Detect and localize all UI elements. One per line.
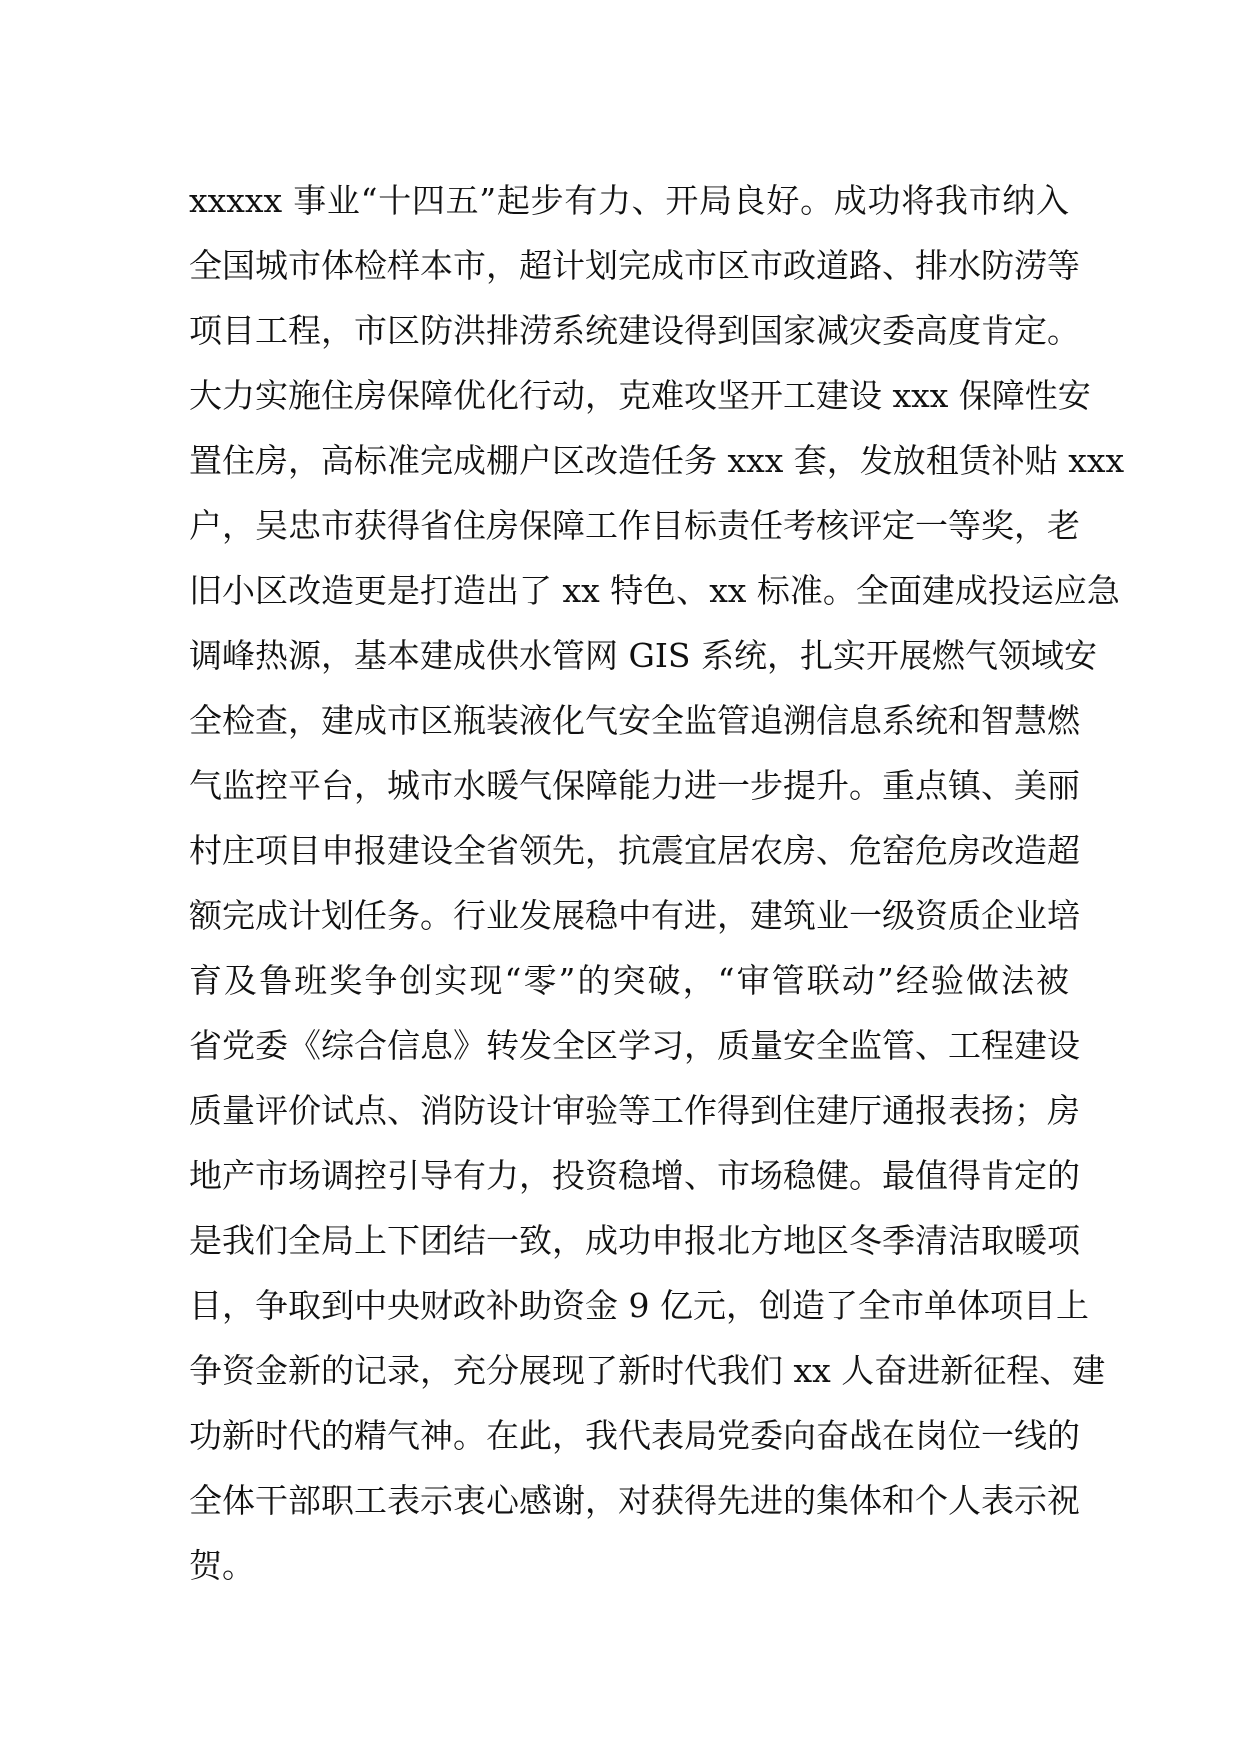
text-line: 争资金新的记录，充分展现了新时代我们 xx 人奋进新征程、建 [189,1351,1106,1390]
text-line: 气监控平台，城市水暖气保障能力进一步提升。重点镇、美丽 [189,766,1080,805]
text-line: 大力实施住房保障优化行动，克难攻坚开工建设 xxx 保障性安 [189,376,1091,415]
text-line: 目，争取到中央财政补助资金 9 亿元，创造了全市单体项目上 [189,1286,1089,1325]
text-line: 是我们全局上下团结一致，成功申报北方地区冬季清洁取暖项 [189,1221,1080,1260]
text-line: 额完成计划任务。行业发展稳中有进，建筑业一级资质企业培 [189,896,1080,935]
text-line: 全体干部职工表示衷心感谢，对获得先进的集体和个人表示祝 [189,1481,1080,1520]
text-line: 全检查，建成市区瓶装液化气安全监管追溯信息系统和智慧燃 [189,701,1080,740]
text-line: 育及鲁班奖争创实现“零”的突破，“审管联动”经验做法被 [189,961,1069,1000]
text-line: 贺。 [189,1546,255,1585]
text-line: 旧小区改造更是打造出了 xx 特色、xx 标准。全面建成投运应急 [189,571,1120,610]
text-line: xxxxx 事业“十四五”起步有力、开局良好。成功将我市纳入 [189,181,1069,220]
text-line: 项目工程，市区防洪排涝系统建设得到国家减灾委高度肯定。 [189,311,1080,350]
text-line: 地产市场调控引导有力，投资稳增、市场稳健。最值得肯定的 [189,1156,1080,1195]
text-line: 全国城市体检样本市，超计划完成市区市政道路、排水防涝等 [189,246,1080,285]
body-paragraph [189,168,1125,1598]
text-line: 户，吴忠市获得省住房保障工作目标责任考核评定一等奖，老 [189,506,1080,545]
text-line: 质量评价试点、消防设计审验等工作得到住建厅通报表扬；房 [189,1091,1080,1130]
text-line: 功新时代的精气神。在此，我代表局党委向奋战在岗位一线的 [189,1416,1080,1455]
text-line: 调峰热源，基本建成供水管网 GIS 系统，扎实开展燃气领域安 [189,636,1097,675]
text-line: 村庄项目申报建设全省领先，抗震宜居农房、危窑危房改造超 [189,831,1080,870]
text-line: 省党委《综合信息》转发全区学习，质量安全监管、工程建设 [189,1026,1080,1065]
text-line: 置住房，高标准完成棚户区改造任务 xxx 套，发放租赁补贴 xxx [189,441,1125,480]
